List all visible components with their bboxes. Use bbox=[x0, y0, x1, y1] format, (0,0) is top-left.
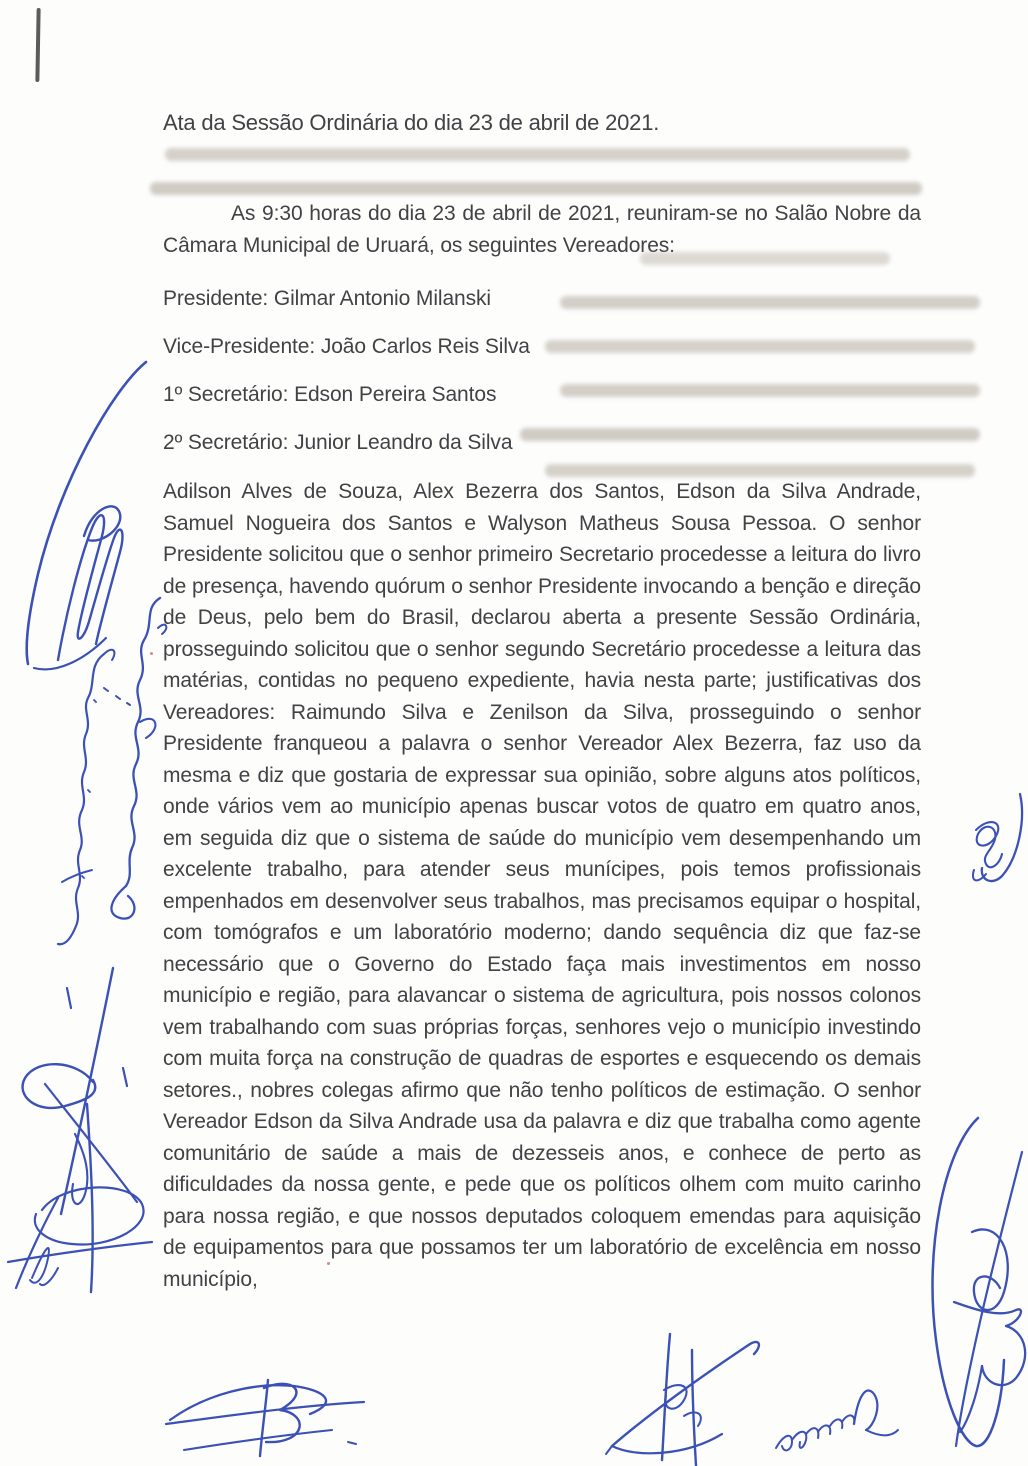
official-vice-presidente: Vice-Presidente: João Carlos Reis Silva bbox=[163, 335, 530, 358]
bleedthrough-artifact bbox=[560, 384, 980, 397]
bleedthrough-artifact bbox=[545, 340, 975, 353]
bleedthrough-artifact bbox=[640, 252, 890, 265]
official-segundo-secretario: 2º Secretário: Junior Leandro da Silva bbox=[163, 431, 513, 454]
bleedthrough-artifact bbox=[545, 464, 975, 477]
ink-speck bbox=[327, 1262, 330, 1265]
official-primeiro-secretario: 1º Secretário: Edson Pereira Santos bbox=[163, 383, 497, 406]
signature-edson-vertical bbox=[96, 584, 172, 922]
signature-right-small bbox=[944, 786, 1028, 900]
signature-bottom-left bbox=[162, 1356, 368, 1466]
signature-right-large bbox=[914, 1110, 1028, 1452]
bleedthrough-artifact bbox=[150, 182, 922, 195]
bleedthrough-artifact bbox=[560, 296, 980, 309]
signature-bottom-center bbox=[602, 1326, 768, 1466]
intro-paragraph: As 9:30 horas do dia 23 de abril de 2021, reuniram-se no Salão Nobre da Câmara Municipal de Uruará, os seguintes Vereadores: bbox=[163, 202, 921, 257]
scan-corner-mark bbox=[35, 8, 40, 82]
official-presidente: Presidente: Gilmar Antonio Milanski bbox=[163, 287, 491, 310]
document-title: Ata da Sessão Ordinária do dia 23 de abril de 2021. bbox=[163, 110, 660, 135]
bleedthrough-artifact bbox=[165, 148, 910, 161]
signature-bottom-right bbox=[768, 1372, 904, 1466]
signature-left-lower bbox=[0, 1168, 156, 1294]
bleedthrough-artifact bbox=[520, 428, 980, 441]
body-paragraph: Adilson Alves de Souza, Alex Bezerra dos Santos, Edson da Silva Andrade, Samuel Nogueira dos Santos e Walyson Matheus Sousa Pessoa. O senhor Presidente solicitou que o senhor primeiro Secretario procedesse a leitura do livro de presença, havendo quórum o senhor Presidente invocando a benção e direção de Deus, pelo bem do Brasil, declarou aberta a presente Sessão Ordinária, prosseguindo solicitou que o senhor segundo Secretário procedesse a leitura das matérias, contidas no pequeno expediente, havia nesta parte; justificativas dos Vereadores: Raimundo Silva e Zenilson da Silva, prosseguindo o senhor Presidente franqueou a palavra o senhor Vereador Alex Bezerra, faz uso da mesma e diz que gostaria de expressar sua opinião, sobre alguns atos políticos, onde vários vem ao município apenas buscar votos de quatro em quatro anos, em seguida diz que o sistema de saúde do município vem desempenhando um excelente trabalho, para atender seus munícipes, pois temos profissionais empenhados em desenvolver seus trabalhos, mas precisamos equipar o hospital, com tomógrafos e um laboratório moderno; dando sequência diz que faz-se necessário que o Governo do Estado faça mais investimentos em nosso município e região, para alavancar o sistema de agricultura, pois nossos colonos vem trabalhando com suas próprias forças, senhores vejo o município investindo com muita força na construção de quadras de esportes e esquecendo os demais setores., nobres colegas afirmo que não tenho políticos de estimação. O senhor Vereador Edson da Silva Andrade usa da palavra e diz que trabalha como agente comunitário de saúde a mais de dezesseis anos, e conhece de perto as dificuldades da nossa gente, e pede que os políticos olhem com muito carinho para nossa região, e que nossos deputados coloquem emendas para aquisição de equipamentos para que possamos ter um laboratório de excelência em nosso município, bbox=[163, 480, 921, 1291]
